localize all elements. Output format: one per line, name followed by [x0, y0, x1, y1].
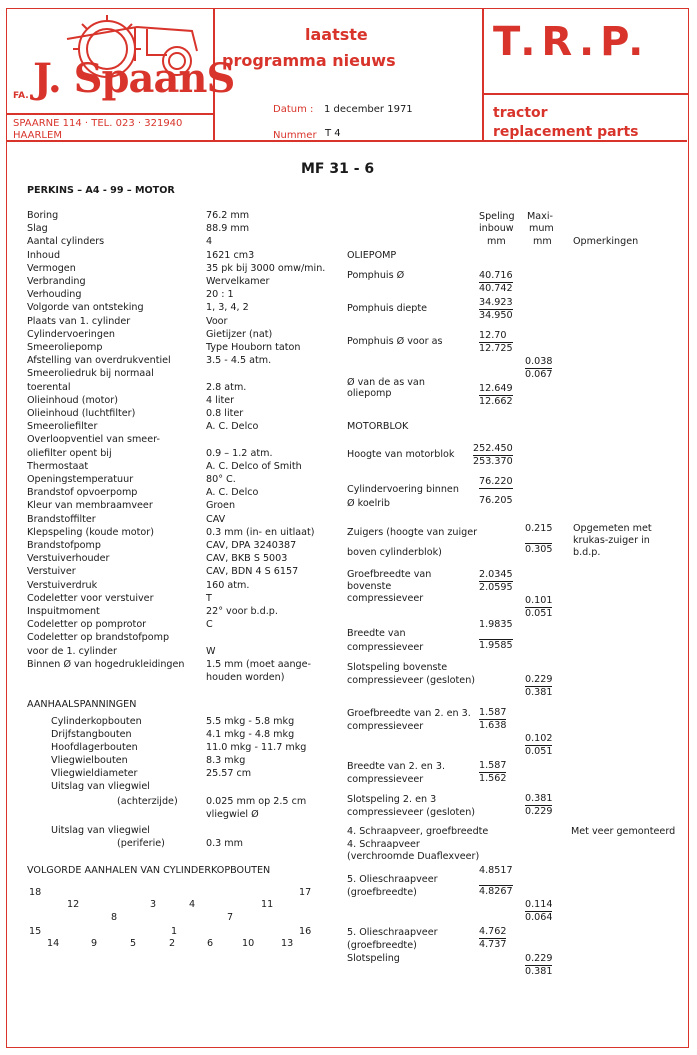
block-value: $\frac{2.0345}{2.0595}$ — [479, 569, 513, 593]
block-max: $\frac{0.101}{0.051}$ — [525, 595, 553, 619]
spec-label: Cylindervoeringen — [27, 328, 115, 340]
bolt-number: 10 — [242, 938, 255, 949]
block-value: $\frac{4.762}{4.737}$ — [479, 926, 507, 950]
block-label: Zuigers (hoogte van zuiger boven cylinderblok) — [347, 527, 478, 558]
torque-value: 11.0 mkg - 11.7 mkg — [206, 742, 307, 753]
bolt-number: 17 — [299, 887, 312, 898]
spec-label: Codeletter op brandstofpomp — [27, 632, 170, 644]
spec-label: Brandstoffilter — [27, 513, 96, 525]
block-label: 4. Schraapveer, groefbreedte — [347, 826, 489, 837]
title-line2: programma nieuws — [222, 51, 396, 70]
block-label: Cylindervoering binnen Ø koelrib — [347, 484, 459, 509]
spec-label: Vermogen — [27, 262, 76, 274]
block-label: 5. Olieschraapveer (groefbreedte) — [347, 927, 438, 951]
bolt-number: 8 — [111, 912, 118, 923]
bolt-number: 1 — [171, 926, 178, 937]
block-value: $\frac{1.587}{1.638}$ — [479, 707, 507, 731]
torque-label: Drijfstangbouten — [51, 729, 132, 740]
col-mum: mum — [529, 223, 554, 234]
spec-value: 0.8 liter — [206, 408, 244, 419]
sequence-title: VOLGORDE AANHALEN VAN CYLINDERKOPBOUTEN — [27, 865, 271, 876]
block-label: Hoogte van motorblok — [347, 449, 455, 460]
bolt-number: 7 — [227, 912, 234, 923]
spec-label: Smeeroliefilter — [27, 421, 98, 433]
torque-value: 0.025 mm op 2.5 cm — [206, 796, 307, 807]
torque-value: 4.1 mkg - 4.8 mkg — [206, 729, 295, 740]
bolt-number: 6 — [207, 938, 214, 949]
torque-label: Hoofdlagerbouten — [51, 742, 138, 753]
logo-prefix: FA. — [13, 91, 29, 101]
nummer-label: Nummer — [273, 130, 317, 141]
oilpump-label: Ø van de as van oliepomp — [347, 377, 425, 399]
spec-label: Olieinhoud (motor) — [27, 394, 118, 406]
title-line1: laatste — [305, 25, 368, 44]
block-value: $\frac{1.9835}{1.9585}$ — [479, 619, 513, 651]
bolt-number: 13 — [281, 938, 294, 949]
bolt-number: 5 — [130, 938, 137, 949]
torque-value: 0.3 mm — [206, 838, 243, 849]
block-max: $\frac{0.215}{0.305}$ — [525, 523, 553, 555]
nummer-value: T 4 — [325, 128, 341, 139]
block-max: $\frac{0.114}{0.064}$ — [525, 899, 553, 923]
oilpump-value: $\frac{12.649}{12.662}$ — [479, 383, 513, 407]
block-title: MOTORBLOK — [347, 421, 409, 432]
spec-value: 4 — [206, 236, 213, 248]
header-divider-right — [482, 9, 484, 141]
spec-label: Aantal cylinders — [27, 236, 105, 248]
datum-label: Datum : — [273, 104, 314, 115]
spec-value: 1.5 mm (moet aange- — [206, 658, 312, 670]
oilpump-value: $\frac{12.70}{12.725}$ — [479, 330, 513, 354]
col-maxi: Maxi- — [527, 211, 553, 222]
address-line1: SPAARNE 114 · TEL. 023 · 321940 — [13, 118, 183, 129]
col-mm1: mm — [487, 236, 506, 247]
spec-value: CAV — [206, 513, 226, 525]
spec-value: Groen — [206, 500, 236, 512]
col-speling: Speling — [479, 211, 515, 222]
block-label: Groefbreedte van bovenste compressieveer — [347, 569, 432, 604]
block-label: Slotspeling bovenste compressieveer (gesloten) — [347, 662, 476, 686]
spec-label: Codeletter voor verstuiver — [27, 592, 154, 604]
oilpump-value: $\frac{34.923}{34.950}$ — [479, 297, 513, 321]
torque-value: 25.57 cm — [206, 768, 252, 779]
brand-sub1: tractor — [493, 105, 548, 121]
header-divider — [7, 140, 687, 142]
brand-name: T.R.P. — [493, 19, 650, 65]
spec-value: W — [206, 645, 216, 657]
spec-value: 0.9 – 1.2 atm. — [206, 447, 273, 459]
block-max: $\frac{0.229}{0.381}$ — [525, 953, 553, 977]
spec-value: 0.3 mm (in- en uitlaat) — [206, 526, 315, 538]
oilpump-label: Pomphuis Ø voor as — [347, 336, 443, 347]
oilpump-label: Pomphuis Ø — [347, 270, 405, 281]
spec-value: CAV, BKB S 5003 — [206, 553, 288, 565]
spec-value: CAV, DPA 3240387 — [206, 540, 297, 551]
spec-label: Verstuiver — [27, 566, 76, 578]
spec-label: Verstuiverdruk — [27, 579, 98, 591]
col-opmerkingen: Opmerkingen — [573, 236, 639, 247]
spec-label: Kleur van membraamveer — [27, 500, 153, 512]
block-label: Breedte van compressieveer — [347, 628, 424, 653]
spec-value: 88.9 mm — [206, 223, 250, 235]
block-note: Met veer gemonteerd — [571, 826, 676, 837]
spec-label: Smeeroliedruk bij normaal — [27, 368, 154, 380]
spec-value: 2.8 atm. — [206, 381, 247, 393]
spec-label: Inspuitmoment — [27, 606, 100, 617]
spec-label: Smeeroliepomp — [27, 342, 103, 353]
spec-label: Boring — [27, 210, 59, 221]
spec-value: CAV, BDN 4 S 6157 — [206, 566, 299, 578]
bolt-number: 11 — [261, 899, 274, 910]
bolt-number: 3 — [150, 899, 157, 910]
block-max: $\frac{0.229}{0.381}$ — [525, 674, 553, 698]
spec-label: Slag — [27, 223, 48, 235]
oilpump-label: Pomphuis diepte — [347, 303, 428, 314]
spec-value: Voor — [206, 315, 228, 327]
brand-divider — [483, 93, 688, 95]
spec-label: Thermostaat — [27, 460, 89, 472]
torque-label: (periferie) — [117, 838, 165, 849]
col-inbouw: inbouw — [479, 223, 514, 234]
spec-value: Wervelkamer — [206, 276, 270, 287]
engine-title: PERKINS – A4 - 99 – MOTOR — [27, 185, 175, 196]
spec-value: 4 liter — [206, 394, 235, 406]
torque-title: AANHAALSPANNINGEN — [27, 699, 137, 710]
spec-value: 35 pk bij 3000 omw/min. — [206, 262, 326, 274]
spec-label: Afstelling van overdrukventiel — [27, 355, 171, 367]
spec-value: C — [206, 619, 213, 631]
spec-value: A. C. Delco — [206, 487, 259, 499]
torque-value: 8.3 mkg — [206, 755, 246, 766]
spec-label: Brandstofpomp — [27, 540, 101, 551]
spec-label: Plaats van 1. cylinder — [27, 315, 131, 327]
torque-label: Cylinderkopbouten — [51, 716, 142, 727]
bolt-number: 2 — [169, 938, 176, 949]
spec-value: 76.2 mm — [206, 210, 250, 221]
bolt-number: 18 — [29, 887, 42, 898]
block-note: Opgemeten met krukas-zuiger in b.d.p. — [573, 523, 652, 558]
address-line2: HAARLEM — [13, 130, 62, 141]
spec-value: A. C. Delco of Smith — [206, 460, 302, 472]
spec-label: Inhoud — [27, 249, 61, 261]
torque-label: Uitslag van vliegwiel — [51, 825, 150, 836]
document-page — [6, 8, 689, 1048]
spec-label: Verstuiverhouder — [27, 553, 110, 565]
spec-value: Gietijzer (nat) — [206, 328, 273, 340]
block-value: $\frac{252.450}{253.370}$ — [473, 443, 513, 467]
spec-label: Brandstof opvoerpomp — [27, 487, 138, 499]
spec-label: Codeletter op pomprotor — [27, 619, 147, 631]
logo-name: J. SpaanS — [33, 55, 235, 102]
spec-label: Openingstemperatuur — [27, 474, 134, 485]
datum-value: 1 december 1971 — [324, 104, 413, 115]
block-value: $\frac{4.8517}{4.8267}$ — [479, 865, 513, 897]
spec-label: toerental — [27, 381, 71, 393]
bolt-number: 4 — [189, 899, 196, 910]
spec-value: 80° C. — [206, 474, 236, 485]
col-mm2: mm — [533, 236, 552, 247]
block-label: 4. Schraapveer (verchroomde Duaflexveer) — [347, 839, 480, 862]
torque-label: Uitslag van vliegwiel — [51, 781, 150, 792]
spec-value: 3.5 - 4.5 atm. — [206, 355, 272, 367]
spec-value: 22° voor b.d.p. — [206, 606, 278, 617]
bolt-number: 14 — [47, 938, 60, 949]
torque-label: Vliegwieldiameter — [51, 768, 138, 779]
spec-value: 1, 3, 4, 2 — [206, 302, 249, 314]
spec-value: houden worden) — [206, 672, 285, 683]
spec-label: voor de 1. cylinder — [27, 645, 117, 657]
spec-label: oliefilter opent bij — [27, 447, 112, 459]
torque-value: 5.5 mkg - 5.8 mkg — [206, 716, 295, 727]
spec-label: Verhouding — [27, 289, 82, 301]
spec-value: Type Houborn taton — [206, 342, 301, 353]
spec-value: 1621 cm3 — [206, 249, 255, 261]
torque-label: (achterzijde) — [117, 796, 178, 807]
spec-value: T — [206, 592, 212, 604]
oilpump-title: OLIEPOMP — [347, 250, 397, 261]
oilpump-value: $\frac{40.716}{40.742}$ — [479, 270, 513, 294]
company-logo — [7, 9, 235, 141]
spec-label: Binnen Ø van hogedrukleidingen — [27, 658, 185, 670]
spec-label: Volgorde van ontsteking — [27, 302, 144, 314]
model-title: MF 31 - 6 — [301, 161, 375, 177]
oilpump-max: $\frac{0.038}{0.067}$ — [525, 356, 553, 380]
spec-value: 160 atm. — [206, 579, 250, 591]
torque-value: vliegwiel Ø — [206, 809, 259, 820]
bolt-number: 16 — [299, 926, 312, 937]
spec-label: Olieinhoud (luchtfilter) — [27, 408, 136, 419]
block-max: $\frac{0.381}{0.229}$ — [525, 793, 553, 817]
brand-sub2: replacement parts — [493, 124, 639, 140]
spec-label: Overloopventiel van smeer- — [27, 434, 160, 446]
spec-value: 20 : 1 — [206, 289, 234, 301]
block-label: Slotspeling — [347, 953, 400, 964]
block-label: Groefbreedte van 2. en 3. compressieveer — [347, 708, 471, 732]
block-value: $\frac{76.220}{76.205}$ — [479, 476, 513, 506]
block-label: Breedte van 2. en 3. compressieveer — [347, 761, 445, 785]
bolt-number: 12 — [67, 899, 80, 910]
torque-label: Vliegwielbouten — [51, 755, 128, 766]
spec-value: A. C. Delco — [206, 421, 259, 433]
block-value: $\frac{1.587}{1.562}$ — [479, 760, 507, 784]
block-label: 5. Olieschraapveer (groefbreedte) — [347, 874, 438, 898]
bolt-number: 15 — [29, 926, 42, 937]
block-max: $\frac{0.102}{0.051}$ — [525, 733, 553, 757]
spec-label: Klepspeling (koude motor) — [27, 526, 154, 538]
block-label: Slotspeling 2. en 3 compressieveer (gesloten) — [347, 794, 476, 818]
bolt-number: 9 — [91, 938, 98, 949]
spec-label: Verbranding — [27, 276, 86, 287]
